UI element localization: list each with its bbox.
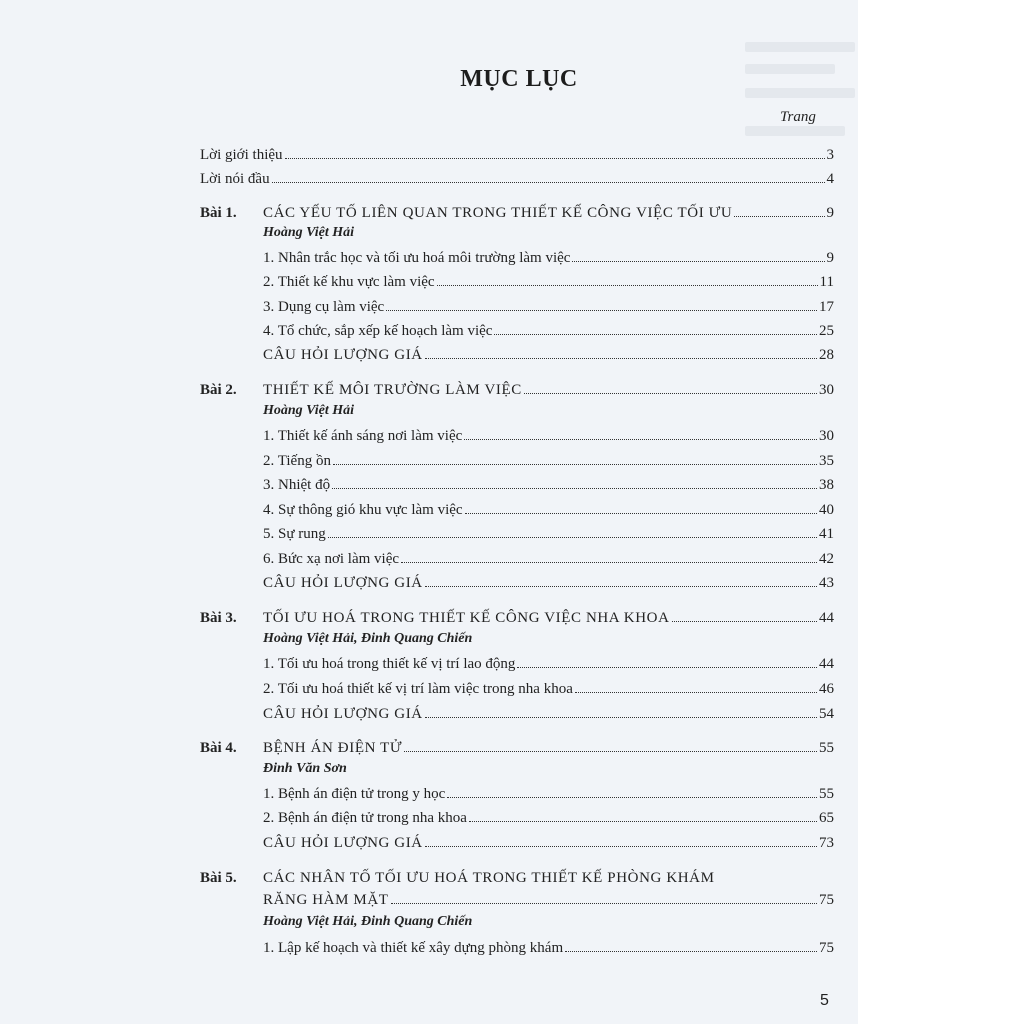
toc-entry[interactable] xyxy=(263,524,834,544)
dot-leader xyxy=(425,574,817,587)
dot-leader xyxy=(272,170,825,183)
chapter-title: TỐI ƯU HOÁ TRONG THIẾT KẾ CÔNG VIỆC NHA KHOA xyxy=(263,610,670,626)
toc-entry-page: 17 xyxy=(819,299,834,315)
bleed-through-mark xyxy=(745,126,845,136)
dot-leader xyxy=(328,525,817,538)
toc-entry[interactable] xyxy=(263,654,834,674)
toc-entry-page: 73 xyxy=(819,835,834,851)
toc-entry[interactable] xyxy=(200,145,834,165)
chapter-number: Bài 1. xyxy=(200,205,237,221)
chapter-number: Bài 4. xyxy=(200,740,237,756)
toc-entry[interactable] xyxy=(263,475,834,495)
toc-entry[interactable] xyxy=(263,679,834,699)
toc-entry[interactable] xyxy=(263,808,834,828)
toc-entry-page: 41 xyxy=(819,526,834,542)
chapter-heading[interactable] xyxy=(200,203,834,223)
toc-entry-page: 75 xyxy=(819,940,834,956)
toc-entry-title: CÂU HỎI LƯỢNG GIÁ xyxy=(263,835,423,851)
toc-entry-page: 35 xyxy=(819,453,834,469)
chapter-author: Hoàng Việt Hải, Đinh Quang Chiến xyxy=(263,914,473,929)
chapter-author: Hoàng Việt Hải xyxy=(263,403,355,418)
toc-entry[interactable] xyxy=(263,272,834,292)
chapter-heading[interactable] xyxy=(200,738,834,758)
chapter-heading-continuation[interactable] xyxy=(263,890,834,910)
toc-entry-page: 30 xyxy=(819,428,834,444)
dot-leader xyxy=(572,249,824,262)
dot-leader xyxy=(425,705,817,718)
toc-entry-title: 3. Dụng cụ làm việc xyxy=(263,299,385,315)
toc-entry[interactable] xyxy=(263,297,834,317)
dot-leader xyxy=(425,346,817,359)
dot-leader xyxy=(469,809,817,822)
toc-entry-page: 55 xyxy=(819,786,834,802)
toc-entry-title: CÂU HỎI LƯỢNG GIÁ xyxy=(263,347,423,363)
chapter-page: 75 xyxy=(819,892,834,908)
toc-entry-title: Lời nói đầu xyxy=(200,171,270,187)
toc-entry-page: 65 xyxy=(819,810,834,826)
toc-entry-title: Lời giới thiệu xyxy=(200,147,283,163)
page-number: 5 xyxy=(820,992,829,1009)
dot-leader xyxy=(401,550,817,563)
chapter-title: RĂNG HÀM MẶT xyxy=(263,892,389,908)
toc-entry[interactable] xyxy=(263,248,834,268)
toc-entry-page: 4 xyxy=(826,171,834,187)
chapter-title: THIẾT KẾ MÔI TRƯỜNG LÀM VIỆC xyxy=(263,382,522,398)
scan-margin xyxy=(858,0,1024,1024)
chapter-heading[interactable] xyxy=(200,380,834,400)
dot-leader xyxy=(465,501,817,514)
dot-leader xyxy=(425,834,817,847)
chapter-author: Hoàng Việt Hải, Đinh Quang Chiến xyxy=(263,631,473,646)
toc-entry-page: 9 xyxy=(826,250,834,266)
toc-entry-page: 25 xyxy=(819,323,834,339)
toc-entry-title: 1. Thiết kế ánh sáng nơi làm việc xyxy=(263,428,463,444)
toc-entry-title: 1. Lập kế hoạch và thiết kế xây dựng phòng khám xyxy=(263,940,564,956)
toc-entry[interactable] xyxy=(263,345,834,365)
toc-entry[interactable] xyxy=(263,938,834,958)
toc-entry-page: 54 xyxy=(819,706,834,722)
toc-entry-title: 3. Nhiệt độ xyxy=(263,477,331,493)
toc-entry[interactable] xyxy=(263,833,834,853)
dot-leader xyxy=(494,322,817,335)
toc-entry-title: 2. Bệnh án điện tử trong nha khoa xyxy=(263,810,467,826)
dot-leader xyxy=(332,476,817,489)
dot-leader xyxy=(404,739,817,752)
dot-leader xyxy=(333,452,817,465)
toc-entry-title: 2. Thiết kế khu vực làm việc xyxy=(263,274,435,290)
toc-entry-title: 1. Nhân trắc học và tối ưu hoá môi trường làm việc xyxy=(263,250,571,266)
chapter-heading[interactable] xyxy=(200,868,834,888)
chapter-page: 55 xyxy=(819,740,834,756)
chapter-number: Bài 2. xyxy=(200,382,237,398)
chapter-title: BỆNH ÁN ĐIỆN TỬ xyxy=(263,740,403,756)
toc-entry-page: 28 xyxy=(819,347,834,363)
chapter-number: Bài 3. xyxy=(200,610,237,626)
dot-leader xyxy=(672,609,818,622)
toc-entry-page: 11 xyxy=(819,274,834,290)
dot-leader xyxy=(386,298,817,311)
toc-entry-page: 43 xyxy=(819,575,834,591)
dot-leader xyxy=(285,146,825,159)
chapter-author: Hoàng Việt Hải xyxy=(263,225,355,240)
dot-leader xyxy=(517,655,817,668)
toc-entry-title: 1. Tối ưu hoá trong thiết kế vị trí lao động xyxy=(263,656,516,672)
dot-leader xyxy=(391,891,817,904)
toc-entry-title: 4. Tổ chức, sắp xếp kế hoạch làm việc xyxy=(263,323,493,339)
bleed-through-mark xyxy=(745,42,855,52)
chapter-page: 30 xyxy=(819,382,834,398)
dot-leader xyxy=(464,427,817,440)
toc-entry[interactable] xyxy=(263,704,834,724)
toc-entry-title: 1. Bệnh án điện tử trong y học xyxy=(263,786,446,802)
toc-entry[interactable] xyxy=(263,549,834,569)
toc-entry[interactable] xyxy=(263,321,834,341)
toc-entry-page: 3 xyxy=(826,147,834,163)
toc-entry-title: CÂU HỎI LƯỢNG GIÁ xyxy=(263,575,423,591)
toc-entry-page: 44 xyxy=(819,656,834,672)
toc-entry[interactable] xyxy=(263,784,834,804)
toc-entry-page: 42 xyxy=(819,551,834,567)
page-column-label: Trang xyxy=(780,109,816,125)
chapter-page: 44 xyxy=(819,610,834,626)
toc-entry-title: CÂU HỎI LƯỢNG GIÁ xyxy=(263,706,423,722)
toc-entry[interactable] xyxy=(263,451,834,471)
dot-leader xyxy=(524,381,817,394)
toc-entry-title: 5. Sự rung xyxy=(263,526,326,542)
toc-entry-page: 46 xyxy=(819,681,834,697)
chapter-page: 9 xyxy=(826,205,834,221)
toc-entry-page: 38 xyxy=(819,477,834,493)
chapter-title: CÁC YẾU TỐ LIÊN QUAN TRONG THIẾT KẾ CÔNG VIỆC TỐI ƯU xyxy=(263,205,733,221)
toc-entry-title: 2. Tối ưu hoá thiết kế vị trí làm việc trong nha khoa xyxy=(263,681,573,697)
chapter-number: Bài 5. xyxy=(200,870,237,886)
dot-leader xyxy=(565,939,817,952)
dot-leader xyxy=(575,680,817,693)
toc-entry-title: 4. Sự thông gió khu vực làm việc xyxy=(263,502,463,518)
toc-entry[interactable] xyxy=(263,426,834,446)
toc-entry-title: 2. Tiếng ồn xyxy=(263,453,331,469)
toc-entry[interactable] xyxy=(263,500,834,520)
chapter-title: CÁC NHÂN TỐ TỐI ƯU HOÁ TRONG THIẾT KẾ PHÒNG KHÁM xyxy=(263,870,715,886)
dot-leader xyxy=(734,204,824,217)
chapter-heading[interactable] xyxy=(200,608,834,628)
page-title: MỤC LỤC xyxy=(460,66,578,92)
toc-entry-page: 40 xyxy=(819,502,834,518)
toc-entry[interactable] xyxy=(200,169,834,189)
toc-entry[interactable] xyxy=(263,573,834,593)
toc-entry-title: 6. Bức xạ nơi làm việc xyxy=(263,551,400,567)
dot-leader xyxy=(447,785,817,798)
dot-leader xyxy=(437,273,818,286)
chapter-author: Đinh Văn Sơn xyxy=(263,761,347,776)
